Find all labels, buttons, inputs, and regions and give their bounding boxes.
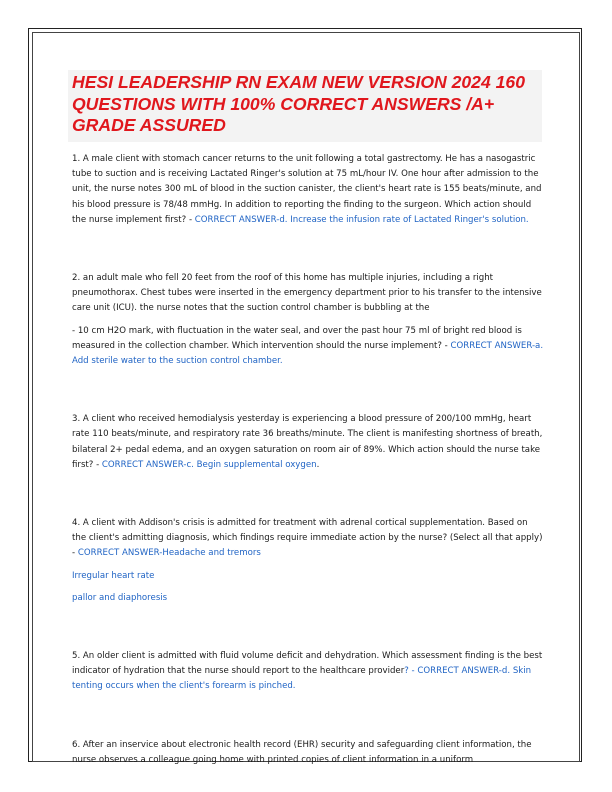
question-3	[72, 412, 544, 473]
question-4-answer: CORRECT ANSWER-Headache and tremors	[77, 548, 261, 559]
question-4-text: 4. A client with Addison's crisis is admitted for treatment with adrenal cortical supplementation. Based on the client's admitting diagnosis, which findings require immediate action by the nurse? (Select all that apply) -	[72, 518, 543, 559]
question-2	[72, 271, 544, 317]
question-1	[72, 152, 544, 228]
question-1-answer: CORRECT ANSWER-d. Increase the infusion rate of Lactated Ringer's solution.	[194, 214, 529, 225]
document-title: HESI LEADERSHIP RN EXAM NEW VERSION 2024 160 QUESTIONS WITH 100% CORRECT ANSWERS /A+ GRADE ASSURED	[72, 72, 525, 135]
question-2-text: 2. an adult male who fell 20 feet from the roof of this home has multiple injuries, including a right pneumothorax. Chest tubes were inserted in the emergency department prior to his transfer to the intensive care unit (ICU). the nurse notes that the suction control chamber is bubbling at the	[72, 273, 542, 314]
question-4	[72, 516, 544, 562]
question-5	[72, 649, 544, 695]
question-2-continued	[72, 324, 544, 370]
question-3-tail: .	[316, 459, 320, 470]
question-3-text: 3. A client who received hemodialysis yesterday is experiencing a blood pressure of 200/100 mmHg, heart rate 110 beats/minute, and respiratory rate 36 breaths/minute. The client is manifesting shortness of breath, bilateral 2+ pedal edema, and an oxygen saturation on room air of 89%. Which action should the nurse take first? -	[72, 414, 543, 470]
question-4-extra-answer-2: pallor and diaphoresis	[72, 592, 168, 603]
question-6-text: 6. After an inservice about electronic health record (EHR) security and safeguarding client information, the nurse observes a colleague going home with printed copies of client information in a uniform	[72, 739, 532, 765]
question-2-answer: CORRECT ANSWER-a. Add sterile water to the suction control chamber.	[72, 340, 544, 367]
question-6	[72, 738, 544, 768]
question-4-extra-answer-1: Irregular heart rate	[72, 570, 155, 581]
question-5-text: 5. An older client is admitted with fluid volume deficit and dehydration. Which assessment finding is the best indicator of hydration that the nurse should report to the healthcare provider	[72, 651, 543, 677]
questions-content	[72, 152, 544, 768]
question-2-text-cont: - 10 cm H2O mark, with fluctuation in the water seal, and over the past hour 75 ml of bright red blood is measured in the collection chamber. Which intervention should the nurse implement? -	[72, 325, 522, 351]
question-5-answer: ? - CORRECT ANSWER-d. Skin tenting occurs when the client's forearm is pinched.	[72, 666, 532, 692]
question-1-text: 1. A male client with stomach cancer returns to the unit following a total gastrectomy. He has a nasogastric tube to suction and is receiving Lactated Ringer's solution at 75 mL/hour IV. One hour after admission to the unit, the nurse notes 300 mL of blood in the suction canister, the client's heart rate is 155 beats/minute, and his blood pressure is 78/48 mmHg. In addition to reporting the finding to the surgeon. Which action should the nurse implement first? -	[72, 154, 542, 225]
question-3-answer: CORRECT ANSWER-c. Begin supplemental oxygen	[101, 459, 317, 470]
